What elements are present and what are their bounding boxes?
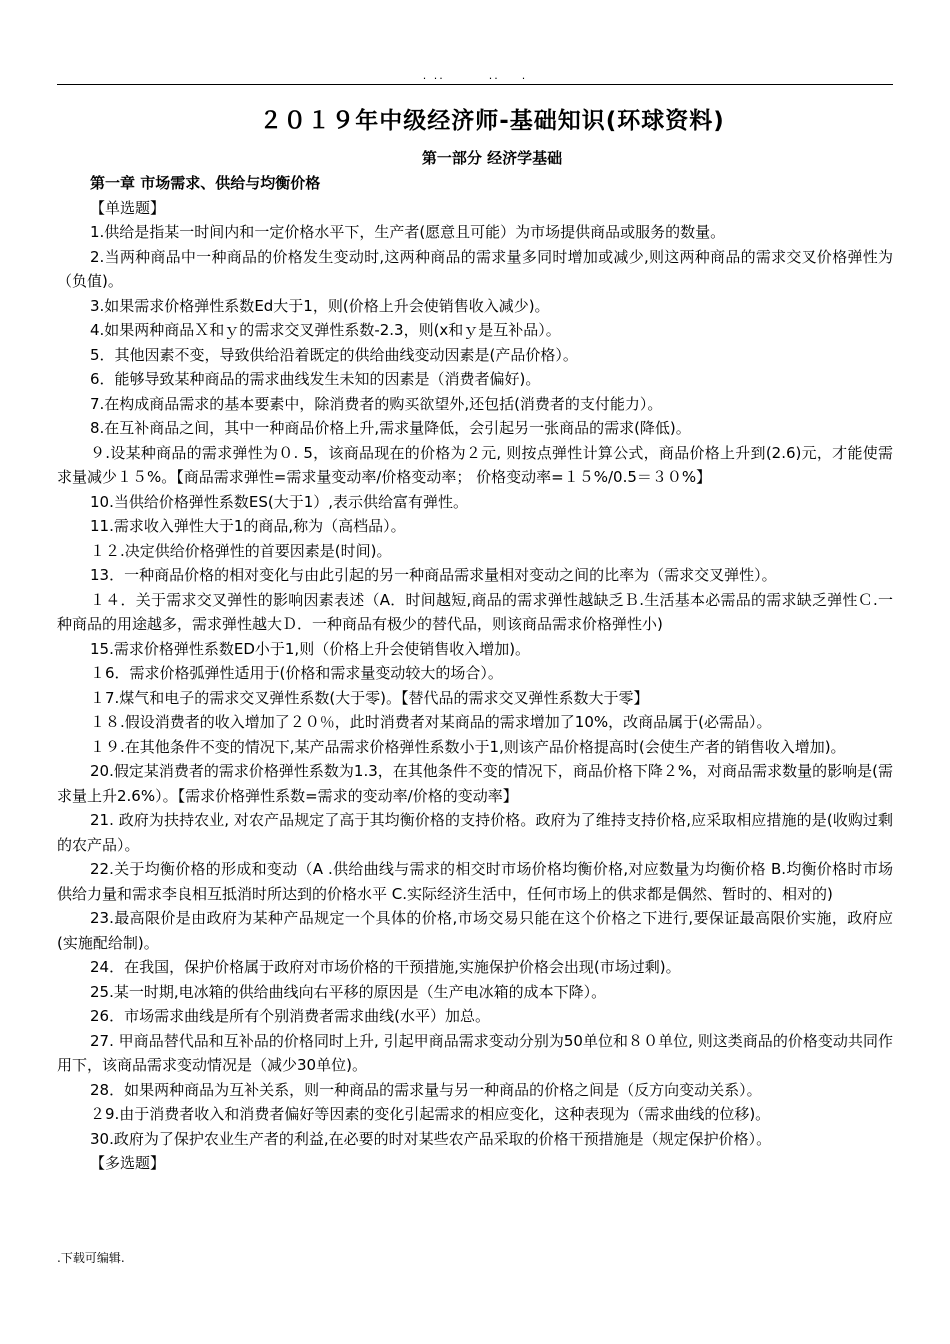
header-dots: . .. .. . — [422, 69, 528, 82]
question-item: 5．其他因素不变，导致供给沿着既定的供给曲线变动因素是(产品价格）。 — [90, 345, 578, 364]
section-heading-single: 【单选题】 — [90, 198, 166, 217]
question-item: １7.煤气和电子的需求交叉弹性系数(大于零)。【替代品的需求交叉弹性系数大于零】 — [90, 688, 649, 707]
question-item: 21. 政府为扶持农业, 对农产品规定了高于其均衡价格的支持价格。政府为了维持支持价格,应采取相应措施的是(收购过剩的农产品）。 — [57, 811, 893, 854]
question-item: 2.当两种商品中一种商品的价格发生变动时,这两种商品的需求量多同时增加或减少,则这两种商品的需求交叉价格弹性为（负值)。 — [57, 247, 893, 290]
question-item: 27. 甲商品替代品和互补品的价格同时上升, 引起甲商品需求变动分别为50单位和８０单位, 则这类商品的价格变动共同作用下，该商品需求变动情况是（减少30单位)。 — [57, 1031, 893, 1074]
question-item: １４．关于需求交叉弹性的影响因素表述（A．时间越短,商品的需求弹性越缺乏Ｂ.生活基本必需品的需求缺乏弹性Ｃ.一种商品的用途越多，需求弹性越大Ｄ．一种商品有极少的替代品，则该商品需求价格弹性小) — [57, 590, 893, 633]
question-item: 22.关于均衡价格的形成和变动（A .供给曲线与需求的相交时市场价格均衡价格,对应数量为均衡价格 B.均衡价格时市场供给力量和需求李良相互抵消时所达到的价格水平 C.实际经济生活中，任何市场上的供求都是偶然、暂时的、相对的) — [57, 860, 893, 903]
question-item: １８.假设消费者的收入增加了２０％，此时消费者对某商品的需求增加了10%，改商品属于(必需品）。 — [90, 713, 772, 731]
question-item: 11.需求收入弹性大于1的商品,称为（高档品）。 — [90, 517, 406, 535]
question-item: 24．在我国，保护价格属于政府对市场价格的干预措施,实施保护价格会出现(市场过剩)。 — [90, 958, 681, 976]
document-title: ２０１９年中级经济师-基础知识(环球资料) — [259, 108, 725, 134]
question-item: 25.某一时期,电冰箱的供给曲线向右平移的原因是（生产电冰箱的成本下降）。 — [90, 982, 607, 1001]
part-title: 第一部分 经济学基础 — [421, 149, 563, 167]
question-item: 8.在互补商品之间，其中一种商品价格上升,需求量降低，会引起另一张商品的需求(降低)。 — [90, 419, 691, 437]
question-item: 1.供给是指某一时间内和一定价格水平下，生产者(愿意且可能）为市场提供商品或服务的数量。 — [90, 223, 726, 241]
question-item: １９.在其他条件不变的情况下,某产品需求价格弹性系数小于1,则该产品价格提高时(会使生产者的销售收入增加)。 — [90, 737, 846, 756]
question-item: １２.决定供给价格弹性的首要因素是(时间)。 — [90, 541, 392, 560]
section-heading-multi: 【多选题】 — [90, 1154, 166, 1172]
question-item: 20.假定某消费者的需求价格弹性系数为1.3，在其他条件不变的情况下，商品价格下降２%，对商品需求数量的影响是(需求量上升2.6%）。【需求价格弹性系数=需求的变动率/价格的变动率】 — [57, 762, 893, 805]
question-item: 15.需求价格弹性系数ED小于1,则（价格上升会使销售收入增加)。 — [90, 639, 531, 658]
question-item: 7.在构成商品需求的基本要素中，除消费者的购买欲望外,还包括(消费者的支付能力）。 — [90, 394, 663, 413]
question-item: 23.最高限价是由政府为某种产品规定一个具体的价格,市场交易只能在这个价格之下进行,要保证最高限价实施，政府应(实施配给制)。 — [57, 909, 893, 952]
question-item: 3.如果需求价格弹性系数Ed大于1，则(价格上升会使销售收入减少)。 — [90, 296, 550, 315]
question-item: 26．市场需求曲线是所有个别消费者需求曲线(水平）加总。 — [90, 1007, 490, 1025]
header-rule — [57, 84, 893, 85]
footer-note: .下载可编辑. — [57, 1251, 125, 1265]
question-item: ２9.由于消费者收入和消费者偏好等因素的变化引起需求的相应变化，这种表现为（需求曲线的位移)。 — [90, 1105, 771, 1123]
question-item: 30.政府为了保护农业生产者的利益,在必要的时对某些农产品采取的价格干预措施是（规定保护价格）。 — [90, 1129, 772, 1148]
question-item: 13．一种商品价格的相对变化与由此引起的另一种商品需求量相对变动之间的比率为（需求交叉弹性）。 — [90, 566, 777, 584]
question-item: １6．需求价格弧弹性适用于(价格和需求量变动较大的场合）。 — [90, 664, 503, 682]
question-item: 28．如果两种商品为互补关系，则一种商品的需求量与另一种商品的价格之间是（反方向变动关系）。 — [90, 1080, 762, 1099]
document-body — [57, 171, 893, 1176]
question-item: 10.当供给价格弹性系数ES(大于1）,表示供给富有弹性。 — [90, 492, 469, 511]
question-item: ９.设某种商品的需求弹性为０. 5，该商品现在的价格为２元, 则按点弹性计算公式，商品价格上升到(2.6)元，才能使需求量减少１５%。【商品需求弹性=需求量变动率/价格变动率； 价格变动率=１５%/0.5＝３０%】 — [57, 443, 893, 486]
question-item: 4.如果两种商品Ｘ和ｙ的需求交叉弹性系数-2.3，则(x和ｙ是互补品）。 — [90, 321, 561, 339]
chapter-title: 第一章 市场需求、供给与均衡价格 — [90, 174, 321, 192]
question-item: 6．能够导致某种商品的需求曲线发生未知的因素是（消费者偏好)。 — [90, 370, 541, 388]
